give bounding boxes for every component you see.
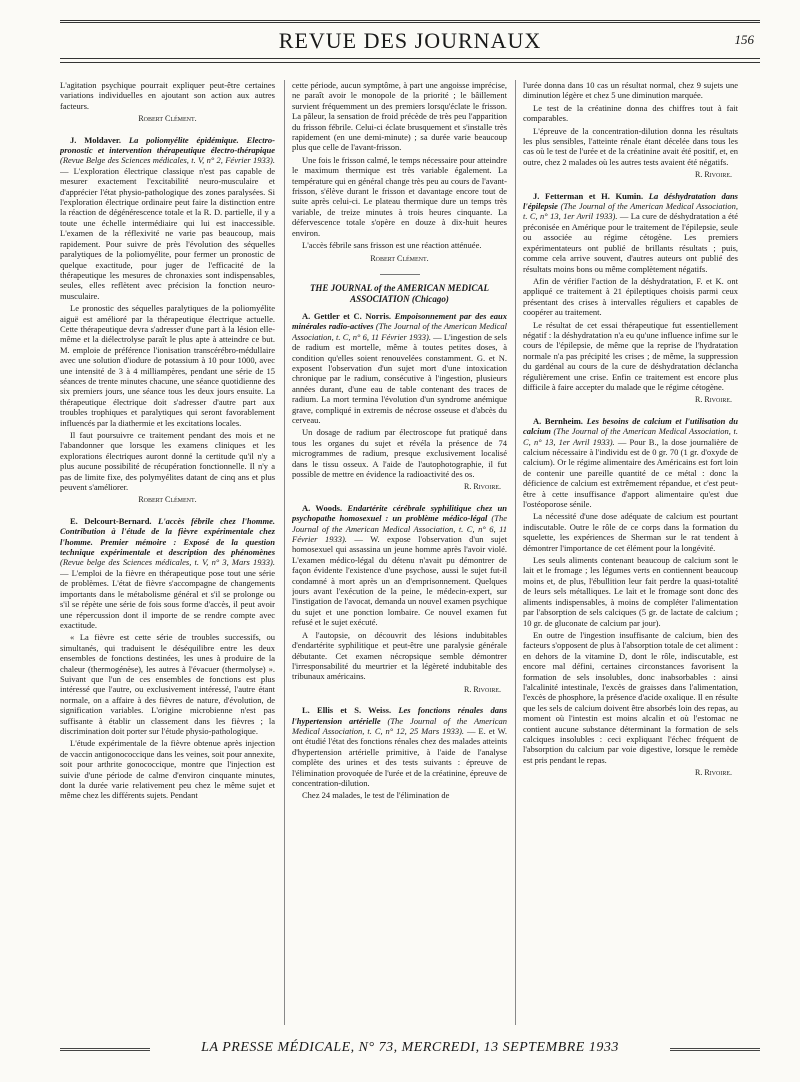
article-heading (292, 311, 507, 425)
paragraph: l'urée donna dans 10 cas un résultat normal, chez 9 sujets une diminution légère et chez 5 une diminution marquée. (523, 80, 738, 101)
article-body: — L'ingestion de sels de radium est mortelle, même à toutes petites doses, à condition qu'elles soient renouvelées constamment. G. et N. exposent l'observation d'un sujet mort d'une intoxication chronique par le radium, consécutive à l'ingestion, plusieurs années durant, d'une eau de table contenant des traces de radium. La mort termina l'évolution d'un syndrome anémique grave, compliqué in extremis de nécrose osseuse et d'abcès du cerveau. (292, 331, 507, 425)
signature: Robert Clément. (138, 114, 197, 124)
article-title: Les besoins de calcium et l'utilisation du calcium (523, 415, 738, 437)
article-title: Endartérite cérébrale syphilitique chez un psychopathe homosexuel : un problème médico-légal (292, 502, 507, 524)
paragraph: cette période, aucun symptôme, à part une angoisse imprécise, ne paraît avoir le monopole de la priorité ; le bâillement survient fréquemment un des premiers lorsqu'éclate le frisson. La pâleur, la sensation de froid précède de très peu l'apparition du frisson fébrile. Celui-ci éclate brusquement et s'installe très rapidement (en une demi-minute) ; sa durée varie beaucoup plus que celle de l'avant-frisson. (292, 80, 507, 153)
paragraph: En outre de l'ingestion insuffisante de calcium, bien des facteurs s'opposent de plus à l'absorption totale de cet aliment : en dehors de la vitamine D, dont le rôle, indiscutable, est encore mal défini, certaines circonstances favorisent la formation de sels insolubles, donc inabsorbables : ainsi l'alcalinité intestinale, l'excès de graisses dans l'alimentation, l'excès de phosphore, la présence d'acide oxalique. Il en résulte que les sels de calcium doivent être absorbés loin des repas, au moment où l'intestin est moins alcalin et où l'estomac ne contient aucune substance déterminant la formation de sels calciques insolubles : ceci expliquant l'échec fréquent de l'absorption du calcium par voie digestive, lorsque le remède est pris pendant le repas. (523, 629, 738, 765)
column-divider (515, 80, 516, 1025)
header-top-rule (60, 20, 760, 23)
signature: Robert Clément. (370, 253, 429, 263)
signature: R. Rivoire. (694, 768, 732, 778)
article-body: — L'exploration électrique classique n'est pas capable de mesurer exactement l'excitabilité neuro-musculaire et d'apprécier l'état physio-pathologique des zones paralysées. Si l'exploration électrique ordinaire peut faire la distinction entre la réaction de dégénérescence totale et la R. D. partielle, il y a toute une échelle intermédiaire qui lui est inaccessible. L'examen de la réflexivité ne varie pas beaucoup, mais rapidement. Pour suivre de près l'évolution des séquelles paralytiques de la poliomyélite, pour fermer un pronostic de quelque exactitude, pour juger de l'efficacité de la thérapeutique les mesures de chronaxies sont indispensables, seules, elles reflètent avec précision la fonction neuro-musculaire. (60, 165, 275, 301)
article-body: — L'emploi de la fièvre en thérapeutique pose tout une série de problèmes. L'état de fièvre s'accompagne de changements importants dans le métabolisme général et s'il se prolonge ou s'il se répète une série de fois sous forme d'accès, il peut avoir une répercussion dont il importe de se rendre compte avec exactitude. (60, 567, 275, 630)
article-authors: L. Ellis et S. Weiss. (302, 705, 392, 716)
paragraph: L'accès fébrile sans frisson est une réaction atténuée. (302, 240, 482, 251)
paragraph: L'agitation psychique pourrait expliquer peut-être certaines variations individuelles en ajoutant son action aux autres facteurs. (60, 80, 275, 111)
article-reference: (The Journal of the American Medical Association, t. C, n° 13, 1er Avril 1933). (523, 426, 738, 447)
signature: R. Rivoire. (694, 395, 732, 405)
article-title: Empoisonnement par des eaux minérales radio-actives (292, 310, 507, 332)
article-title: L'accès fébrile chez l'homme. Contribution à l'étude de la fièvre expérimentale chez l'homme. Premier mémoire : Exposé de la question technique expérimentale et description des phénomènes (60, 515, 275, 558)
journal-name: THE JOURNAL of the AMERICAN MEDICAL ASSOCIATION (Chicago) (309, 282, 490, 304)
header-bottom-rule (60, 58, 760, 59)
header-bottom-rule-2 (60, 62, 760, 63)
article-heading (60, 135, 275, 302)
page-number: 156 (734, 32, 754, 47)
paragraph: Une fois le frisson calmé, le temps nécessaire pour atteindre le maximum thermique est très variable également. La température qui en général change très peu au cours de l'avant-frisson, s'élève durant le frisson et davantage encore tout de suite après celui-ci. Le plateau thermique dure un temps très variable, de treize minutes à trois heures cinquante. La défervescence totale s'opère en douze à dix-huit heures environ. (292, 154, 507, 238)
article-heading (292, 705, 507, 788)
article-authors: J. Moldaver. (70, 134, 121, 145)
signature: Robert Clément. (138, 495, 197, 505)
footer-right-rule (670, 1048, 760, 1051)
article-reference: (Revue belge des Sciences médicales, t. V, n° 3, Mars 1933). (60, 557, 275, 568)
paragraph: Le résultat de cet essai thérapeutique fut essentiellement négatif : la déshydratation n'a eu qu'une influence infime sur le cours de l'épilepsie, de même que la reprise de l'hydratation normale n'a pas précipité les crises ; de même, la suppression du gardénal au cours de la cure de déshydratation déclancha régulièrement une crise. Enfin ce traitement est encore plus difficile à faire accepter du malade que le régime cétogène. (523, 319, 738, 392)
article-heading (60, 516, 275, 630)
article-reference: (The Journal of the American Medical Association, t. C, n° 6, 11 Février 1933). (292, 321, 507, 342)
footer-citation: LA PRESSE MÉDICALE, N° 73, MERCREDI, 13 SEPTEMBRE 1933 (201, 1040, 619, 1055)
paragraph: Les seuls aliments contenant beaucoup de calcium sont le lait et le fromage ; les légumes verts en contiennent beaucoup moins et, de plus, l'ébullition leur fait perdre la quasi-totalité de leurs sels métalliques. Le lait et le fromage sont donc des aliments indispensables, à moins de compléter l'alimentation par l'absorption de sels calciques (5 gr. de lactate de calcium ; 10 gr. de gluconate de calcium par jour). (523, 555, 738, 628)
article-authors: A. Gettler et C. Norris. (302, 310, 392, 321)
signature: R. Rivoire. (463, 684, 501, 694)
paragraph: Le test de la créatinine donna des chiffres tout à fait comparables. (523, 102, 738, 124)
article-title: Les fonctions rénales dans l'hypertension artérielle (292, 705, 507, 726)
article-authors: A. Woods. (302, 502, 343, 513)
article-reference: (The Journal of the American Medical Association, t. C, n° 12, 25 Mars 1933). (292, 715, 507, 736)
article-reference: (The Journal of the American Medical Association, t. C, n° 6, 11 Février 1933). (292, 513, 507, 545)
article-body: — E. et W. ont étudié l'état des fonctions rénales chez des malades atteints d'hypertension artérielle primitive, à l'aide de l'analyse complète des urines et des tests suivants : épreuve de l'élimination provoquée de l'urée et de la créatinine, épreuve de concentration-dilution. (292, 725, 507, 788)
section-separator (380, 274, 420, 275)
article-title: La déshydratation dans l'épilepsie (523, 190, 738, 212)
paragraph: Un dosage de radium par électroscope fut pratiqué dans tous les organes du sujet et révéla la présence de 74 microgrammes de radium, presque exclusivement localisé dans le tissu osseux. A l'aide de l'autophotographie, il fut possible de mettre en évidence la radioactivité des os. (292, 427, 507, 479)
article-authors: A. Bernheim. (533, 415, 583, 426)
column-3 (523, 80, 738, 1025)
article-body: — Pour B., la dose journalière de calcium nécessaire à l'individu est de 0 gr. 70 (1 gr. d'oxyde de calcium). Or le régime alimentaire des Américains est fort loin de contenir une pareille quantité de ce métal : donc la déficience de calcium est extrêmement répandue, et c'est peut-être à cette insuffisance d'apport alimentaire qu'est due l'ostéoporose sénile. (523, 436, 738, 510)
paragraph: L'épreuve de la concentration-dilution donna les résultats les plus sensibles, l'atteinte rénale étant décelée dans tous les cas où le test de l'urée et de la créatinine avait été positif, et, en outre, chez 2 malades où les autres tests avaient été négatifs. (523, 125, 738, 167)
paragraph: A l'autopsie, on découvrit des lésions indubitables d'endartérite syphilitique et peut-être une paralysie générale débutante. Cet examen nécropsique semble démontrer l'irresponsabilité du meurtrier et la légèreté indubitable des tribunaux américains. (292, 629, 507, 682)
footer (60, 1040, 760, 1058)
journal-section-title: REVUE DES JOURNAUX (278, 28, 542, 53)
paragraph: Le pronostic des séquelles paralytiques de la poliomyélite aiguë est amélioré par la thérapeutique électrique actuelle. Cette thérapeutique devra s'adresser d'une part à la lésion elle-même et la diélectrolyse paraît le plus apte à atteindre ce but. M. emploie de préférence l'ionisation transcérébro-médullaire avec une solution d'iodure de potassium à 10 pour 1000, avec une intensité de 3 à 4 milliampères, pendant une série de 15 séances de trente minutes chacune, une séance quotidienne des six premiers jours, une séance tous les deux jours ensuite. La thérapeutique électrique doit s'adresser d'autre part aux troubles trophiques et paralytiques qui seront favorablement influencés par la diathermie et les excitations locales. (60, 303, 275, 428)
column-1 (60, 80, 275, 1025)
signature: R. Rivoire. (694, 170, 732, 180)
article-reference: (The Journal of the American Medical Association, t. C, n° 13, 1er Avril 1933). (523, 201, 738, 222)
paragraph: La nécessité d'une dose adéquate de calcium est pourtant indiscutable. Outre le rôle de ce corps dans la formation du squelette, les expériences de Sherman sur le rat tendent à démontrer l'importance de cet élément pour la longévité. (523, 511, 738, 553)
footer-text (60, 1040, 760, 1056)
paragraph: Chez 24 malades, le test de l'élimination de (302, 790, 450, 801)
signature: R. Rivoire. (463, 482, 501, 492)
column-2 (292, 80, 507, 1025)
paragraph: Afin de vérifier l'action de la déshydratation, F. et K. ont appliqué ce traitement à 21 épileptiques choisis parmi ceux présentant des crises à intervalles réguliers et capables de coopérer au traitement. (523, 275, 738, 318)
article-heading (523, 191, 738, 274)
paragraph: L'étude expérimentale de la fièvre obtenue après injection de vaccin antigonococcique dans les veines, soit pour annexite, soit pour arthrite gonococcique, montre que l'injection est suivie d'une période de calme d'environ cinquante minutes, dont la durée varie relativement peu chez le même sujet et même chez les différents sujets. Pendant (60, 738, 275, 801)
article-authors: J. Fetterman et H. Kumin. (533, 190, 644, 201)
article-heading (523, 416, 738, 510)
article-reference: (Revue Belge des Sciences médicales, t. V, n° 2, Février 1933). (60, 155, 275, 166)
article-title: La poliomyélite épidémique. Electro-pronostic et intervention thérapeutique électro-thérapique (60, 134, 275, 156)
article-authors: E. Delcourt-Bernard. (70, 515, 152, 526)
article-body: — La cure de déshydratation a été préconisée en Amérique pour le traitement de l'épilepsie, seule ou associée au régime cétogène. Les premiers expérimentateurs ont publié de brillants résultats ; puis, comme cela arrive souvent, d'autres auteurs ont publié des résultats moins bons ou même complètement négatifs. (523, 211, 738, 274)
masthead (60, 28, 760, 54)
column-divider (284, 80, 285, 1025)
paragraph: Il faut poursuivre ce traitement pendant des mois et ne l'abandonner que lorsque les examens cliniques et les explorations électriques auront donné la certitude qu'il n'y a plus aucune possibilité de récupération fonctionnelle. Il n'y a pas de limite fixe, des polymyélites datant de cinq ans et plus peuvent s'améliorer. (60, 430, 275, 493)
article-body: — W. expose l'observation d'un sujet homosexuel qui assassina un jeune homme après l'avoir violé. L'examen médico-légal du détenu n'avait pu démontrer de façon évidente l'existence d'une psychose, aussi le sujet fut-il condamné à mort après un an d'emprisonnement. Quelques jours avant l'exécution de la peine, le médecin-expert, sur l'instigation de l'avocat, demanda un nouvel examen psychique du sujet et une ponction lombaire. Ce nouvel examen fut refusé et le sujet exécuté. (292, 534, 507, 628)
paragraph: « La fièvre est cette série de troubles successifs, ou simultanés, qui traduisent le déséquilibre entre les deux ensembles de fonctions destinées, les unes à produire de la chaleur (thermogénèse), les autres à l'évacuer (thermolyse) ». Suivant que l'un de ces ensembles de fonctions est plus intéressé que l'autre, ou exclusivement intéressé, l'autre étant normale, on a affaire à des fièvres de nature, d'évolution, de signification variables. L'origine microbienne n'est pas suffisante à établir un classement dans les fièvres ; la discrimination doit porter sur l'étude physio-pathologique. (60, 632, 275, 736)
article-heading (292, 503, 507, 628)
